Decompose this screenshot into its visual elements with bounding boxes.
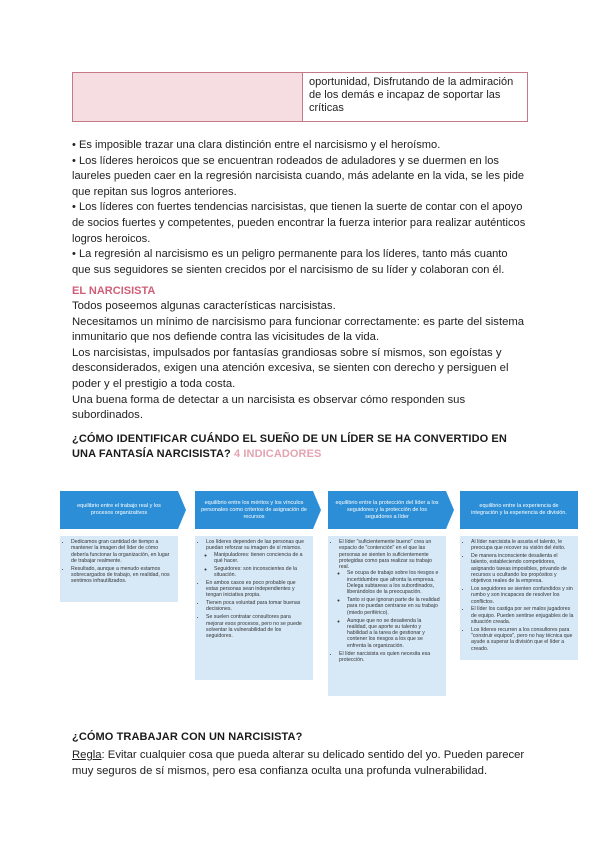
paragraph: Todos poseemos algunas características narcisistas. xyxy=(72,300,336,312)
paragraph: Necesitamos un mínimo de narcisismo para funcionar correctamente: es parte del sistema inmunitario que nos defiende contra las vicisitudes de la vida. xyxy=(72,315,525,344)
indicator-item: • Los seguidores se sienten confundidos y sin rumbo y son incapaces de resolver los conflictos. xyxy=(471,586,574,605)
indicator-header: equilibrio entre el trabajo real y los procesos organizativos xyxy=(60,491,178,529)
indicator-item: • Al líder narcisista le asusta el talento, le preocupa que recover su visión del éxito. xyxy=(471,539,574,552)
heading-accent: 4 INDICADORES xyxy=(234,448,322,460)
indicator-item: • Tienen poca voluntad para tomar buenas decisiones. xyxy=(206,600,309,613)
indicator-subitem: ◦ Se ocupa de trabajo sobre los riesgos e incertidumbre que afronta la empresa. Delega subtareas a los subordinados, liberándolos de la preocupación. xyxy=(347,570,442,595)
indicator-item: • En ambos casos es poco probable que estas personas sean independientes y tengan iniciativa propia. xyxy=(206,580,309,599)
heading-text: ¿CÓMO IDENTIFICAR CUÁNDO EL SUEÑO DE UN LÍDER SE HA CONVERTIDO EN UNA FANTASÍA NARCISISTA? xyxy=(72,433,507,460)
indicator-subitem: ◦ Aunque que no se desatienda la realidad, que aporte su talento y habilidad a la tarea de gestionar y contener los riesgos a los que se enfrenta la organización. xyxy=(347,618,442,649)
indicator-column-3 xyxy=(328,470,446,695)
indicator-box xyxy=(60,536,178,602)
indicator-box xyxy=(460,536,578,660)
work-with-narcissist-section xyxy=(72,730,528,779)
indicator-header: equilibrio entre los méritos y los vínculos personales como criterios de asignación de recursos xyxy=(195,491,313,529)
indicator-box xyxy=(195,536,313,680)
bullet-item: • Los líderes con fuertes tendencias narcisistas, que tienen la suerte de contar con el apoyo de socios fuertes y competentes, pueden encontrar la fuerza interior para realizar auténticos logros heroicos. xyxy=(72,201,526,245)
bullet-list xyxy=(72,138,528,278)
bullet-item: • Es imposible trazar una clara distinción entre el narcisismo y el heroísmo. xyxy=(72,139,441,151)
indicator-column-1 xyxy=(60,470,178,695)
indicator-subitem: ◦ Tanto si que ignoran parte de la realidad para no puedan centrarse en su trabajo (miedo periférico). xyxy=(347,597,442,616)
paragraph: Los narcisistas, impulsados por fantasías grandiosas sobre sí mismos, son egoístas y desconsiderados, exigen una atención excesiva, se sienten con derecho y persiguen el poder y el prestigio a toda costa. xyxy=(72,346,509,390)
arrow-shape xyxy=(313,491,321,529)
indicator-item: • Dedicamos gran cantidad de tiempo a mantener la imagen del líder de cómo debería funcionar la organización, en lugar de trabajar realmente. xyxy=(71,539,174,564)
indicator-column-4 xyxy=(460,470,578,695)
bullet-item: • Los líderes heroicos que se encuentran rodeados de aduladores y se duermen en los laureles pueden caer en la regresión narcisista cuando, más adelante en la vida, se les pide que repitan sus logros anteriores. xyxy=(72,154,525,198)
indicator-item: • Resultado, aunque a menudo estamos sobrecargados de trabajo, en realidad, nos sentimos infrautilizados. xyxy=(71,566,174,585)
arrow-shape xyxy=(446,491,454,529)
bullet-item: • La regresión al narcisismo es un peligro permanente para los líderes, tanto más cuanto que sus seguidores se sienten crecidos por el narcisismo de su líder y colaboran con él. xyxy=(72,248,508,276)
indicator-subitem: ◦ Seguidores: son inconscientes de la situación. xyxy=(214,566,309,579)
rule-label: Regla xyxy=(72,749,102,761)
rule-paragraph xyxy=(72,748,528,779)
indicator-item: • El líder narcisista es quien necesita esa protección. xyxy=(339,651,442,664)
section-title-narcisista: EL NARCISISTA xyxy=(72,285,156,297)
arrow-shape xyxy=(178,491,186,529)
indicator-subitem: ◦ Manipuladores: tienen conciencia de a qué hacer. xyxy=(214,552,309,565)
indicator-header-text: equilibrio entre la protección del líder a los seguidores y la protección de los seguidores a líder xyxy=(335,499,439,520)
table-cell-right: oportunidad, Disfrutando de la admiración de los demás e incapaz de soportar las críticas xyxy=(303,73,527,121)
indicator-column-2 xyxy=(195,470,313,695)
indicator-item xyxy=(339,539,442,649)
paragraph: Una buena forma de detectar a un narcisista es observar cómo responden sus subordinados. xyxy=(72,393,466,422)
indicator-item: • El líder los castiga por ser malos jugadores de equipo. Pueden sentirse enjugables de la situación creada. xyxy=(471,606,574,625)
indicator-header xyxy=(328,491,446,529)
indicator-item-text: El líder "suficientemente bueno" crea un espacio de "contención" en el que las personas se sienten lo suficientemente protegidas como para realizar su trabajo real. xyxy=(339,539,432,571)
indicators-diagram xyxy=(60,470,580,695)
narcisista-body xyxy=(72,299,528,424)
indicator-item xyxy=(206,539,309,578)
indicator-header-text: equilibrio entre la experiencia de integración y la experiencia de división. xyxy=(471,503,567,516)
indicator-box xyxy=(328,536,446,696)
indicator-item-text: Los líderes dependen de las personas que puedan reforzar su imagen de sí mismos. xyxy=(206,539,305,552)
rule-text: : Evitar cualquier cosa que pueda alterar su delicado sentido del yo. Pueden parecer muy seguros de sí mismos, pero esa confianza oculta una profunda vulnerabilidad. xyxy=(72,749,525,777)
indicator-item: • Se suelen contratar consultores para mejorar esos procesos, pero no se puede solventar la vulnerabilidad de los seguidores. xyxy=(206,614,309,639)
table-fragment xyxy=(72,72,528,122)
indicator-item: • De manera inconsciente desalienta el talento, estableciendo competidores, asignando tareas imposibles, privando de recursos u ocultando los propósitos y objetivos reales de la empresa. xyxy=(471,553,574,584)
indicator-header xyxy=(460,491,578,529)
indicator-item: • Los líderes recurren a los consultores para "construir equipos", pero no hay técnica que ayude a superar la división que el líder a creado. xyxy=(471,627,574,652)
heading-work-with-narcissist: ¿CÓMO TRABAJAR CON UN NARCISISTA? xyxy=(72,731,303,743)
heading-identify-fantasy xyxy=(72,432,528,462)
table-cell-left xyxy=(73,73,303,121)
